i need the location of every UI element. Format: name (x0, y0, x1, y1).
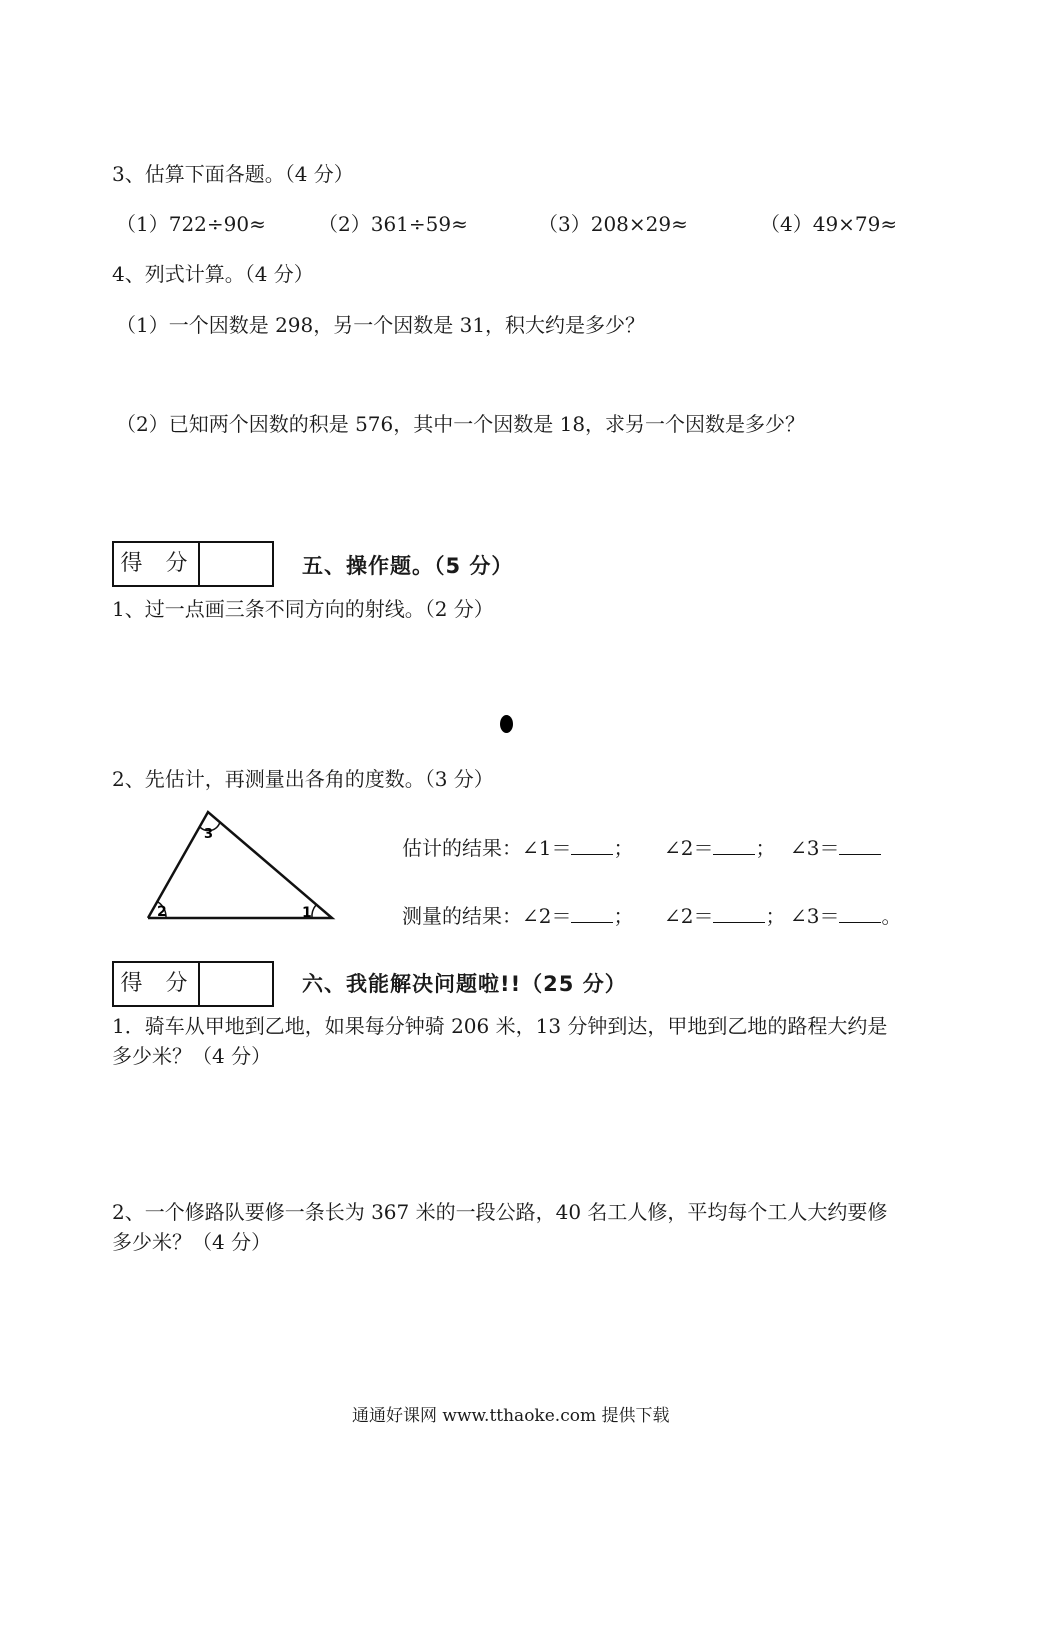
q4-item-1: （1）一个因数是 298，另一个因数是 31，积大约是多少？ (116, 313, 646, 337)
angle-label-1: 1 (302, 905, 312, 921)
estimate-row-b (664, 832, 775, 862)
measure-row (402, 900, 633, 930)
q3-item-3: （3）208×29≈ (538, 212, 688, 236)
angle-label-3: 3 (204, 827, 214, 842)
page-footer: 通通好课网 www.tthaoke.com 提供下载 (352, 1406, 670, 1426)
measure-sep2: ； (765, 904, 786, 928)
measure-angle1: ∠2＝ (522, 904, 572, 928)
estimate-angle3: ∠3＝ (790, 836, 840, 860)
score-field[interactable] (200, 543, 272, 585)
q3-item-1: （1）722÷90≈ (116, 212, 266, 236)
q3-item-4: （4）49×79≈ (760, 212, 898, 236)
angle-label-2: 2 (157, 904, 167, 920)
estimate-row-c (790, 832, 881, 862)
score-box-section6 (112, 961, 274, 1007)
measure-end: 。 (881, 904, 902, 928)
estimate-angle3-blank[interactable] (839, 832, 881, 855)
s6-q2-line2: 多少米？（4 分） (112, 1230, 272, 1254)
q3-item-2: （2）361÷59≈ (318, 212, 468, 236)
measure-sep1: ； (613, 904, 634, 928)
measure-angle1-blank[interactable] (571, 900, 613, 923)
estimate-sep2: ； (755, 836, 776, 860)
estimate-angle1: ∠1＝ (522, 836, 572, 860)
measure-angle3: ∠3＝ (790, 904, 840, 928)
measure-angle3-blank[interactable] (839, 900, 881, 923)
estimate-angle2: ∠2＝ (664, 836, 714, 860)
estimate-row (402, 832, 633, 862)
estimate-angle2-blank[interactable] (713, 832, 755, 855)
q3-title: 3、估算下面各题。（4 分） (112, 162, 354, 186)
point-dot (500, 715, 513, 733)
measure-row-b (664, 900, 785, 930)
q4-item-2: （2）已知两个因数的积是 576，其中一个因数是 18，求另一个因数是多少？ (116, 412, 806, 436)
measure-row-c (790, 900, 901, 930)
s6-q2-line1: 2、一个修路队要修一条长为 367 米的一段公路，40 名工人修，平均每个工人大约要修 (112, 1200, 888, 1224)
q4-title: 4、列式计算。（4 分） (112, 262, 314, 286)
section5-title: 五、操作题。（5 分） (302, 554, 514, 578)
score-label: 得 分 (114, 543, 200, 585)
s5-q2: 2、先估计，再测量出各角的度数。（3 分） (112, 767, 494, 791)
s5-q1: 1、过一点画三条不同方向的射线。（2 分） (112, 597, 494, 621)
measure-label: 测量的结果： (402, 904, 522, 928)
s6-q1-line1: 1．骑车从甲地到乙地，如果每分钟骑 206 米，13 分钟到达，甲地到乙地的路程大约是 (112, 1014, 888, 1038)
measure-angle2: ∠2＝ (664, 904, 714, 928)
triangle-figure (140, 805, 340, 925)
estimate-sep1: ； (613, 836, 634, 860)
score-label: 得 分 (114, 963, 200, 1005)
s6-q1-line2: 多少米？（4 分） (112, 1044, 272, 1068)
score-box-section5 (112, 541, 274, 587)
measure-angle2-blank[interactable] (713, 900, 765, 923)
estimate-label: 估计的结果： (402, 836, 522, 860)
score-field[interactable] (200, 963, 272, 1005)
section6-title: 六、我能解决问题啦!!（25 分） (302, 972, 627, 996)
estimate-angle1-blank[interactable] (571, 832, 613, 855)
